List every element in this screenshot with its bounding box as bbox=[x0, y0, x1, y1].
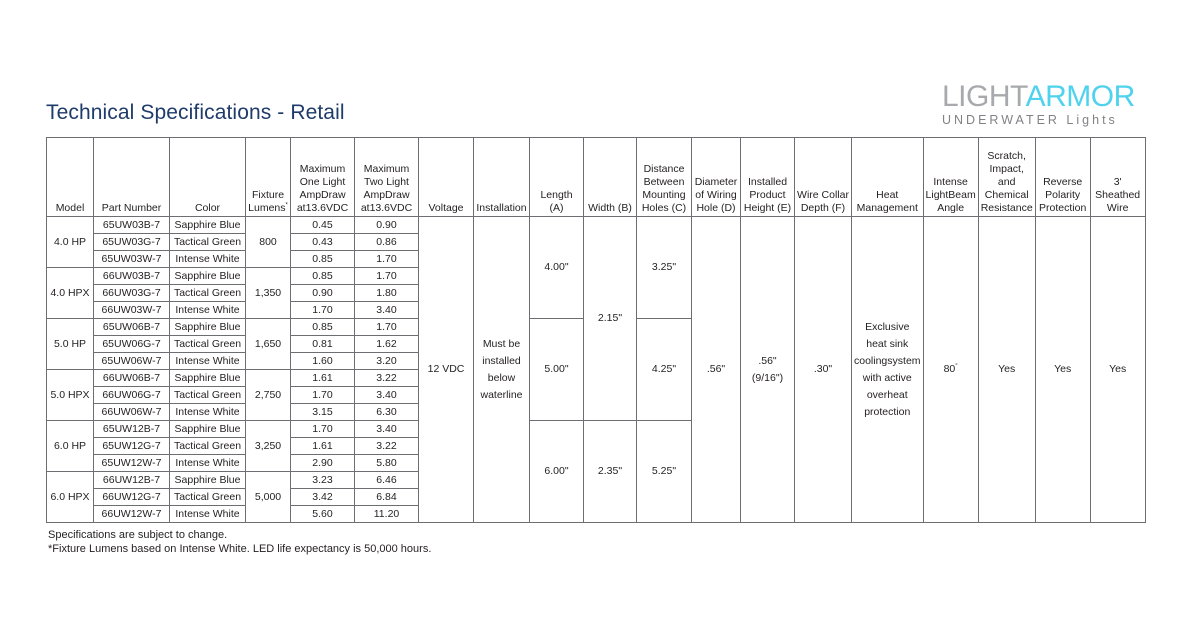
two-light-amp-cell: 3.40 bbox=[355, 302, 419, 319]
one-light-amp-cell: 0.81 bbox=[291, 336, 355, 353]
header-sheathed-wire: 3' Sheathed Wire bbox=[1090, 138, 1145, 217]
color-cell: Sapphire Blue bbox=[170, 319, 246, 336]
header-row bbox=[47, 138, 1146, 217]
part-number-cell: 66UW03B-7 bbox=[94, 268, 170, 285]
part-number-cell: 65UW12B-7 bbox=[94, 421, 170, 438]
model-cell: 4.0 HP bbox=[47, 217, 94, 268]
header-product-height: Installed Product Height (E) bbox=[741, 138, 795, 217]
two-light-amp-cell: 3.20 bbox=[355, 353, 419, 370]
two-light-amp-cell: 6.30 bbox=[355, 404, 419, 421]
one-light-amp-cell: 0.85 bbox=[291, 319, 355, 336]
one-light-amp-cell: 1.61 bbox=[291, 438, 355, 455]
header-color: Color bbox=[170, 138, 246, 217]
header-polarity: Reverse Polarity Protection bbox=[1035, 138, 1090, 217]
part-number-cell: 66UW03G-7 bbox=[94, 285, 170, 302]
header-wiring-hole: Diameter of Wiring Hole (D) bbox=[692, 138, 741, 217]
logo-wordmark bbox=[942, 81, 1135, 113]
two-light-amp-cell: 0.86 bbox=[355, 234, 419, 251]
model-cell: 5.0 HPX bbox=[47, 370, 94, 421]
header-model: Model bbox=[47, 138, 94, 217]
color-cell: Sapphire Blue bbox=[170, 421, 246, 438]
part-number-cell: 66UW12G-7 bbox=[94, 489, 170, 506]
color-cell: Sapphire Blue bbox=[170, 370, 246, 387]
mounting-holes-cell: 5.25" bbox=[637, 421, 692, 523]
color-cell: Tactical Green bbox=[170, 387, 246, 404]
part-number-cell: 66UW12W-7 bbox=[94, 506, 170, 523]
one-light-amp-cell: 5.60 bbox=[291, 506, 355, 523]
one-light-amp-cell: 1.61 bbox=[291, 370, 355, 387]
two-light-amp-cell: 1.62 bbox=[355, 336, 419, 353]
two-light-amp-cell: 3.40 bbox=[355, 421, 419, 438]
two-light-amp-cell: 3.40 bbox=[355, 387, 419, 404]
color-cell: Sapphire Blue bbox=[170, 217, 246, 234]
header-collar-depth: Wire Collar Depth (F) bbox=[795, 138, 852, 217]
two-light-amp-cell: 1.70 bbox=[355, 268, 419, 285]
header-width: Width (B) bbox=[584, 138, 637, 217]
wiring-hole-cell: .56" bbox=[692, 217, 741, 523]
degree-mark: ° bbox=[955, 363, 958, 370]
specs-table bbox=[46, 137, 1146, 523]
logo-word-light: LIGHT bbox=[942, 80, 1026, 113]
one-light-amp-cell: 2.90 bbox=[291, 455, 355, 472]
part-number-cell: 65UW03W-7 bbox=[94, 251, 170, 268]
installation-cell: Must be installed below waterline bbox=[474, 217, 530, 523]
model-cell: 5.0 HP bbox=[47, 319, 94, 370]
one-light-amp-cell: 1.70 bbox=[291, 421, 355, 438]
part-number-cell: 65UW06B-7 bbox=[94, 319, 170, 336]
footnote-change-notice: Specifications are subject to change. bbox=[48, 529, 228, 541]
one-light-amp-cell: 1.70 bbox=[291, 387, 355, 404]
part-number-cell: 65UW06W-7 bbox=[94, 353, 170, 370]
header-beam-angle: Intense LightBeam Angle bbox=[923, 138, 978, 217]
beam-angle-value: 80 bbox=[943, 363, 956, 375]
color-cell: Intense White bbox=[170, 404, 246, 421]
one-light-amp-cell: 0.43 bbox=[291, 234, 355, 251]
one-light-amp-cell: 3.23 bbox=[291, 472, 355, 489]
color-cell: Tactical Green bbox=[170, 234, 246, 251]
one-light-amp-cell: 1.70 bbox=[291, 302, 355, 319]
header-one-light-amp: Maximum One Light AmpDraw at13.6VDC bbox=[291, 138, 355, 217]
two-light-amp-cell: 6.84 bbox=[355, 489, 419, 506]
product-height-value: .56" bbox=[758, 354, 777, 367]
two-light-amp-cell: 11.20 bbox=[355, 506, 419, 523]
mounting-holes-cell: 3.25" bbox=[637, 217, 692, 319]
lumens-cell: 2,750 bbox=[246, 370, 291, 421]
one-light-amp-cell: 1.60 bbox=[291, 353, 355, 370]
part-number-cell: 65UW12W-7 bbox=[94, 455, 170, 472]
header-two-light-amp: Maximum Two Light AmpDraw at13.6VDC bbox=[355, 138, 419, 217]
header-lumens-label: Fixture Lumens bbox=[248, 189, 286, 214]
part-number-cell: 65UW06G-7 bbox=[94, 336, 170, 353]
part-number-cell: 66UW06B-7 bbox=[94, 370, 170, 387]
part-number-cell: 66UW06G-7 bbox=[94, 387, 170, 404]
beam-angle-cell bbox=[923, 217, 978, 523]
width-cell: 2.35" bbox=[584, 421, 637, 523]
two-light-amp-cell: 3.22 bbox=[355, 370, 419, 387]
part-number-cell: 65UW03G-7 bbox=[94, 234, 170, 251]
two-light-amp-cell: 1.80 bbox=[355, 285, 419, 302]
logo-tagline: UNDERWATER Lights bbox=[942, 113, 1118, 127]
one-light-amp-cell: 3.42 bbox=[291, 489, 355, 506]
color-cell: Intense White bbox=[170, 506, 246, 523]
two-light-amp-cell: 1.70 bbox=[355, 251, 419, 268]
color-cell: Sapphire Blue bbox=[170, 268, 246, 285]
product-height-fraction: (9/16") bbox=[751, 371, 784, 384]
header-length: Length (A) bbox=[530, 138, 584, 217]
length-cell: 4.00" bbox=[530, 217, 584, 319]
width-cell: 2.15" bbox=[584, 217, 637, 421]
voltage-cell: 12 VDC bbox=[419, 217, 474, 523]
two-light-amp-cell: 5.80 bbox=[355, 455, 419, 472]
footnote-lumens: *Fixture Lumens based on Intense White. LED life expectancy is 50,000 hours. bbox=[48, 543, 432, 555]
color-cell: Tactical Green bbox=[170, 438, 246, 455]
color-cell: Intense White bbox=[170, 353, 246, 370]
lumens-cell: 5,000 bbox=[246, 472, 291, 523]
heat-management-cell: Exclusive heat sink coolingsystem with active overheat protection bbox=[852, 217, 924, 523]
header-resistance: Scratch, Impact, and Chemical Resistance bbox=[978, 138, 1035, 217]
header-lumens bbox=[246, 138, 291, 217]
header-part-number: Part Number bbox=[94, 138, 170, 217]
part-number-cell: 66UW03W-7 bbox=[94, 302, 170, 319]
brand-logo bbox=[942, 80, 1135, 130]
one-light-amp-cell: 0.45 bbox=[291, 217, 355, 234]
polarity-cell: Yes bbox=[1035, 217, 1090, 523]
sheathed-wire-cell: Yes bbox=[1090, 217, 1145, 523]
product-height-cell bbox=[741, 217, 795, 523]
length-cell: 6.00" bbox=[530, 421, 584, 523]
length-cell: 5.00" bbox=[530, 319, 584, 421]
one-light-amp-cell: 0.85 bbox=[291, 251, 355, 268]
resistance-cell: Yes bbox=[978, 217, 1035, 523]
color-cell: Tactical Green bbox=[170, 285, 246, 302]
header-voltage: Voltage bbox=[419, 138, 474, 217]
part-number-cell: 65UW03B-7 bbox=[94, 217, 170, 234]
mounting-holes-cell: 4.25" bbox=[637, 319, 692, 421]
part-number-cell: 66UW06W-7 bbox=[94, 404, 170, 421]
color-cell: Intense White bbox=[170, 455, 246, 472]
header-mounting-holes: Distance Between Mounting Holes (C) bbox=[637, 138, 692, 217]
model-cell: 6.0 HP bbox=[47, 421, 94, 472]
two-light-amp-cell: 3.22 bbox=[355, 438, 419, 455]
color-cell: Intense White bbox=[170, 251, 246, 268]
one-light-amp-cell: 0.90 bbox=[291, 285, 355, 302]
one-light-amp-cell: 0.85 bbox=[291, 268, 355, 285]
color-cell: Intense White bbox=[170, 302, 246, 319]
header-heat-management: Heat Management bbox=[852, 138, 924, 217]
lumens-cell: 1,650 bbox=[246, 319, 291, 370]
table-row bbox=[47, 217, 1146, 234]
lumens-footnote-mark: * bbox=[285, 202, 288, 209]
header-installation: Installation bbox=[474, 138, 530, 217]
color-cell: Sapphire Blue bbox=[170, 472, 246, 489]
part-number-cell: 65UW12G-7 bbox=[94, 438, 170, 455]
color-cell: Tactical Green bbox=[170, 336, 246, 353]
page-title: Technical Specifications - Retail bbox=[46, 101, 345, 124]
lumens-cell: 3,250 bbox=[246, 421, 291, 472]
part-number-cell: 66UW12B-7 bbox=[94, 472, 170, 489]
lumens-cell: 800 bbox=[246, 217, 291, 268]
lumens-cell: 1,350 bbox=[246, 268, 291, 319]
two-light-amp-cell: 0.90 bbox=[355, 217, 419, 234]
two-light-amp-cell: 1.70 bbox=[355, 319, 419, 336]
color-cell: Tactical Green bbox=[170, 489, 246, 506]
logo-word-armor: ARMOR bbox=[1025, 80, 1135, 113]
one-light-amp-cell: 3.15 bbox=[291, 404, 355, 421]
model-cell: 6.0 HPX bbox=[47, 472, 94, 523]
model-cell: 4.0 HPX bbox=[47, 268, 94, 319]
footnotes bbox=[48, 528, 431, 556]
collar-depth-cell: .30" bbox=[795, 217, 852, 523]
two-light-amp-cell: 6.46 bbox=[355, 472, 419, 489]
